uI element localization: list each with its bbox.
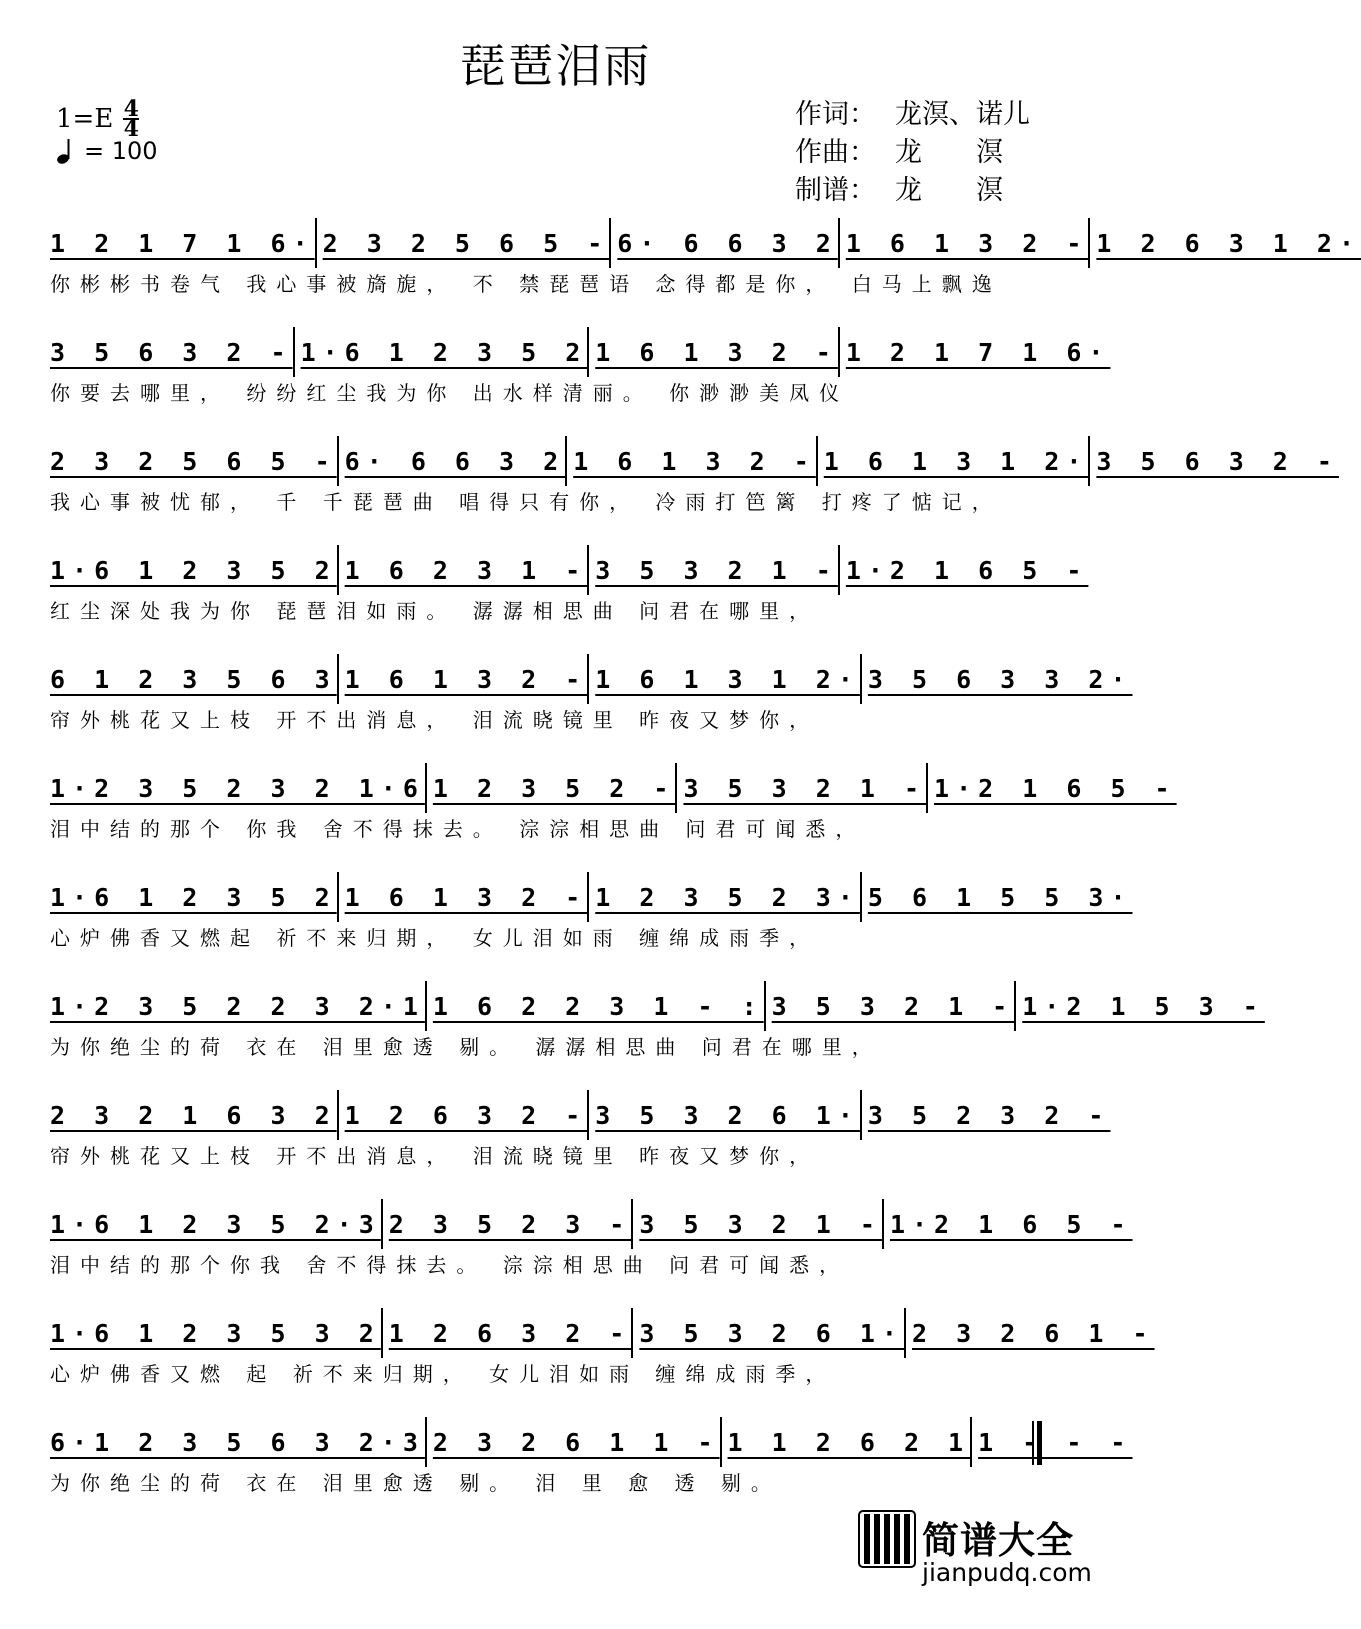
notes-row (50, 436, 1339, 486)
measure (816, 436, 1089, 486)
measure (860, 654, 1133, 704)
score-system (50, 1199, 1133, 1299)
credit-value: 龙溟、诺儿 (895, 99, 1030, 130)
tempo-marking (56, 137, 158, 165)
score-system (50, 872, 1133, 972)
measure-notes: 2 3 2 6 1 - (911, 1318, 1155, 1348)
credit-value: 龙 溟 (895, 137, 1003, 168)
credits (795, 96, 1035, 210)
credit-label: 制谱： (795, 175, 876, 206)
measure (587, 1090, 860, 1140)
measure (50, 218, 315, 268)
notes-row (50, 545, 1089, 595)
measure (860, 1090, 1111, 1140)
measure (587, 654, 860, 704)
notes-row (50, 1199, 1133, 1249)
lyrics-line: 帘外桃花又上枝 开不出消息， 泪流晓镜里 昨夜又梦你， (50, 1144, 820, 1168)
measure-notes: 1 2 1 7 1 6· (845, 337, 1111, 367)
time-signature (123, 96, 139, 142)
measure (860, 872, 1133, 922)
credit-arranger (795, 172, 1035, 210)
measure-notes: 3 5 3 2 1 - (771, 991, 1015, 1021)
measure (587, 327, 838, 377)
measure (425, 1417, 720, 1467)
score-system (50, 654, 1133, 754)
score-system (50, 1417, 1133, 1517)
measure (631, 1199, 882, 1249)
song-title: 琵琶泪雨 (459, 39, 652, 93)
measure-notes: 3 5 3 2 6 1· (639, 1318, 904, 1348)
measure-notes: 1 6 1 3 2 - (573, 446, 816, 476)
lyrics-line: 我心事被忧郁， 千 千琵琶曲 唱得只有你， 冷雨打笆篱 打疼了惦记， (50, 490, 1002, 514)
measure (764, 981, 1015, 1031)
measure-notes: 1·6 1 2 3 5 2 (300, 337, 588, 367)
measure-notes: 3 5 3 2 1 - (683, 773, 927, 803)
measure-notes: 2 3 2 5 6 5 - (322, 228, 610, 258)
measure (904, 1308, 1155, 1358)
lyrics-line: 帘外桃花又上枝 开不出消息， 泪流晓镜里 昨夜又梦你， (50, 708, 820, 732)
measure-notes: 1 6 1 3 2 - (845, 228, 1089, 258)
measure-notes: 1·2 3 5 2 3 2 1·6 (50, 773, 425, 803)
notes-row (50, 218, 1361, 268)
measure (838, 327, 1111, 377)
measure-notes: 1 6 1 3 1 2· (823, 446, 1089, 476)
credit-lyricist (795, 96, 1035, 134)
measure (1088, 218, 1361, 268)
measure (50, 763, 425, 813)
logo-text: 简谱大全 (922, 1519, 1074, 1562)
lyrics-line: 你要去哪里， 纷纷红尘我为你 出水样清丽。 你渺渺美凤仪 (50, 381, 850, 405)
measure-notes: 1·2 1 6 5 - (889, 1209, 1133, 1239)
measure-notes: 3 5 3 2 1 - (639, 1209, 882, 1239)
measure (50, 1417, 425, 1467)
measure-notes: 1·6 1 2 3 5 2 (50, 555, 337, 585)
measure (675, 763, 926, 813)
time-signature-top: 4 (123, 96, 139, 122)
notes-row (50, 763, 1177, 813)
measure-notes: 1 6 2 3 1 - (344, 555, 588, 585)
measure-notes: 6 1 2 3 5 6 3 (50, 664, 337, 694)
measure (337, 545, 588, 595)
measure-notes: 1 2 3 5 2 3· (595, 882, 860, 912)
key-label: 1=E (56, 104, 114, 134)
measure (381, 1308, 632, 1358)
notes-row (50, 981, 1265, 1031)
measure-notes: 6·1 2 3 5 6 3 2·3 (50, 1427, 425, 1457)
measure (882, 1199, 1133, 1249)
measure-notes: 1 6 1 3 2 - (344, 882, 588, 912)
score-system (50, 218, 1361, 318)
measure-notes: 3 5 3 2 1 - (595, 555, 838, 585)
measure (293, 327, 588, 377)
measure (720, 1417, 971, 1467)
measure-notes: 1·2 1 6 5 - (845, 555, 1089, 585)
measure-notes: 2 3 2 1 6 3 2 (50, 1100, 337, 1130)
lyrics-line: 红尘深处我为你 琵琶泪如雨。 潺潺相思曲 问君在哪里， (50, 599, 820, 623)
measure-notes: 1 6 1 3 2 - (344, 664, 588, 694)
measure (337, 654, 588, 704)
lyrics-line: 为你绝尘的荷 衣在 泪里愈透 剔。 泪 里 愈 透 剔。 (50, 1471, 781, 1495)
measure (50, 436, 337, 486)
lyrics-line: 为你绝尘的荷 衣在 泪里愈透 剔。 潺潺相思曲 问君在哪里， (50, 1035, 882, 1059)
measure-notes: 1 6 1 3 1 2· (595, 664, 860, 694)
measure (315, 218, 610, 268)
measure-notes: 1·6 1 2 3 5 2 (50, 882, 337, 912)
measure (425, 981, 764, 1031)
notes-row (50, 872, 1133, 922)
notes-row (50, 654, 1133, 704)
measure (50, 545, 337, 595)
score-system (50, 436, 1339, 536)
notes-row (50, 1417, 1133, 1467)
measure (381, 1199, 632, 1249)
measure (926, 763, 1177, 813)
measure (337, 872, 588, 922)
measure-notes: 5 6 1 5 5 3· (867, 882, 1133, 912)
measure (337, 1090, 588, 1140)
measure-notes: 1 1 2 6 2 1 (727, 1427, 971, 1457)
lyrics-line: 泪中结的那个 你我 舍不得抹去。 淙淙相思曲 问君可闻悉， (50, 817, 866, 841)
measure (50, 654, 337, 704)
measure-notes: 3 5 6 3 3 2· (867, 664, 1133, 694)
logo-url: jianpudq.com (922, 1558, 1092, 1587)
measure (50, 327, 293, 377)
measure (1088, 436, 1339, 486)
measure (838, 218, 1089, 268)
score-system (50, 1308, 1155, 1408)
measure (609, 218, 838, 268)
measure-notes: 3 5 3 2 6 1· (595, 1100, 860, 1130)
measure (425, 763, 676, 813)
notes-row (50, 327, 1111, 377)
measure-notes: 1·2 1 6 5 - (934, 773, 1177, 803)
credit-value: 龙 溟 (895, 175, 1003, 206)
measure-notes: 1 - - - (978, 1427, 1133, 1457)
measure-notes: 3 5 2 3 2 - (867, 1100, 1111, 1130)
credit-label: 作曲： (795, 137, 876, 168)
measure-notes: 1·6 1 2 3 5 2·3 (50, 1209, 381, 1239)
notes-row (50, 1308, 1155, 1358)
piano-keys-icon (858, 1510, 916, 1568)
credit-label: 作词： (795, 99, 876, 130)
measure-notes: 1 2 6 3 1 2· (1096, 228, 1361, 258)
lyrics-line: 你彬彬书卷气 我心事被旖旎， 不 禁琵琶语 念得都是你， 白马上飘逸 (50, 272, 1002, 296)
measure-notes: 2 3 2 5 6 5 - (50, 446, 337, 476)
measure-notes: 1 2 1 7 1 6· (50, 228, 315, 258)
measure-notes: 2 3 2 6 1 1 - (432, 1427, 720, 1457)
lyrics-line: 泪中结的那个你我 舍不得抹去。 淙淙相思曲 问君可闻悉， (50, 1253, 850, 1277)
measure-notes: 1 6 1 3 2 - (595, 337, 838, 367)
measure (631, 1308, 904, 1358)
measure-notes: 1 2 6 3 2 - (344, 1100, 588, 1130)
notes-row (50, 1090, 1111, 1140)
key-signature (56, 96, 139, 142)
lyrics-line: 心炉佛香又燃 起 祈不来归期， 女儿泪如雨 缠绵成雨季， (50, 1362, 836, 1386)
site-logo (858, 1510, 1092, 1622)
score-system (50, 327, 1111, 427)
measure-notes: 3 5 6 3 2 - (50, 337, 293, 367)
score-system (50, 763, 1177, 863)
measure (838, 545, 1089, 595)
measure-notes: 2 3 5 2 3 - (388, 1209, 632, 1239)
measure (337, 436, 566, 486)
lyrics-line: 心炉佛香又燃起 祈不来归期， 女儿泪如雨 缠绵成雨季， (50, 926, 820, 950)
measure-notes: 6· 6 6 3 2 (344, 446, 566, 476)
measure (50, 981, 425, 1031)
measure (587, 545, 838, 595)
measure-notes: 6· 6 6 3 2 (617, 228, 838, 258)
measure-notes: 1 6 2 2 3 1 - : (432, 991, 764, 1021)
measure (587, 872, 860, 922)
tempo-value: = 100 (84, 137, 158, 165)
measure-notes: 1·6 1 2 3 5 3 2 (50, 1318, 381, 1348)
measure-notes: 1·2 1 5 3 - (1022, 991, 1265, 1021)
score-system (50, 545, 1089, 645)
measure-notes: 1·2 3 5 2 2 3 2·1 (50, 991, 425, 1021)
score-system (50, 1090, 1111, 1190)
credit-composer (795, 134, 1035, 172)
quarter-note-icon (56, 137, 78, 165)
measure-notes: 1 2 3 5 2 - (432, 773, 676, 803)
final-barline (1032, 1421, 1042, 1465)
measure (50, 1199, 381, 1249)
measure (50, 1308, 381, 1358)
measure (565, 436, 816, 486)
measure-notes: 1 2 6 3 2 - (388, 1318, 632, 1348)
measure (50, 1090, 337, 1140)
measure (50, 872, 337, 922)
measure-notes: 3 5 6 3 2 - (1096, 446, 1339, 476)
time-signature-bottom: 4 (123, 116, 139, 142)
score-system (50, 981, 1265, 1081)
measure (970, 1417, 1132, 1467)
measure (1014, 981, 1265, 1031)
